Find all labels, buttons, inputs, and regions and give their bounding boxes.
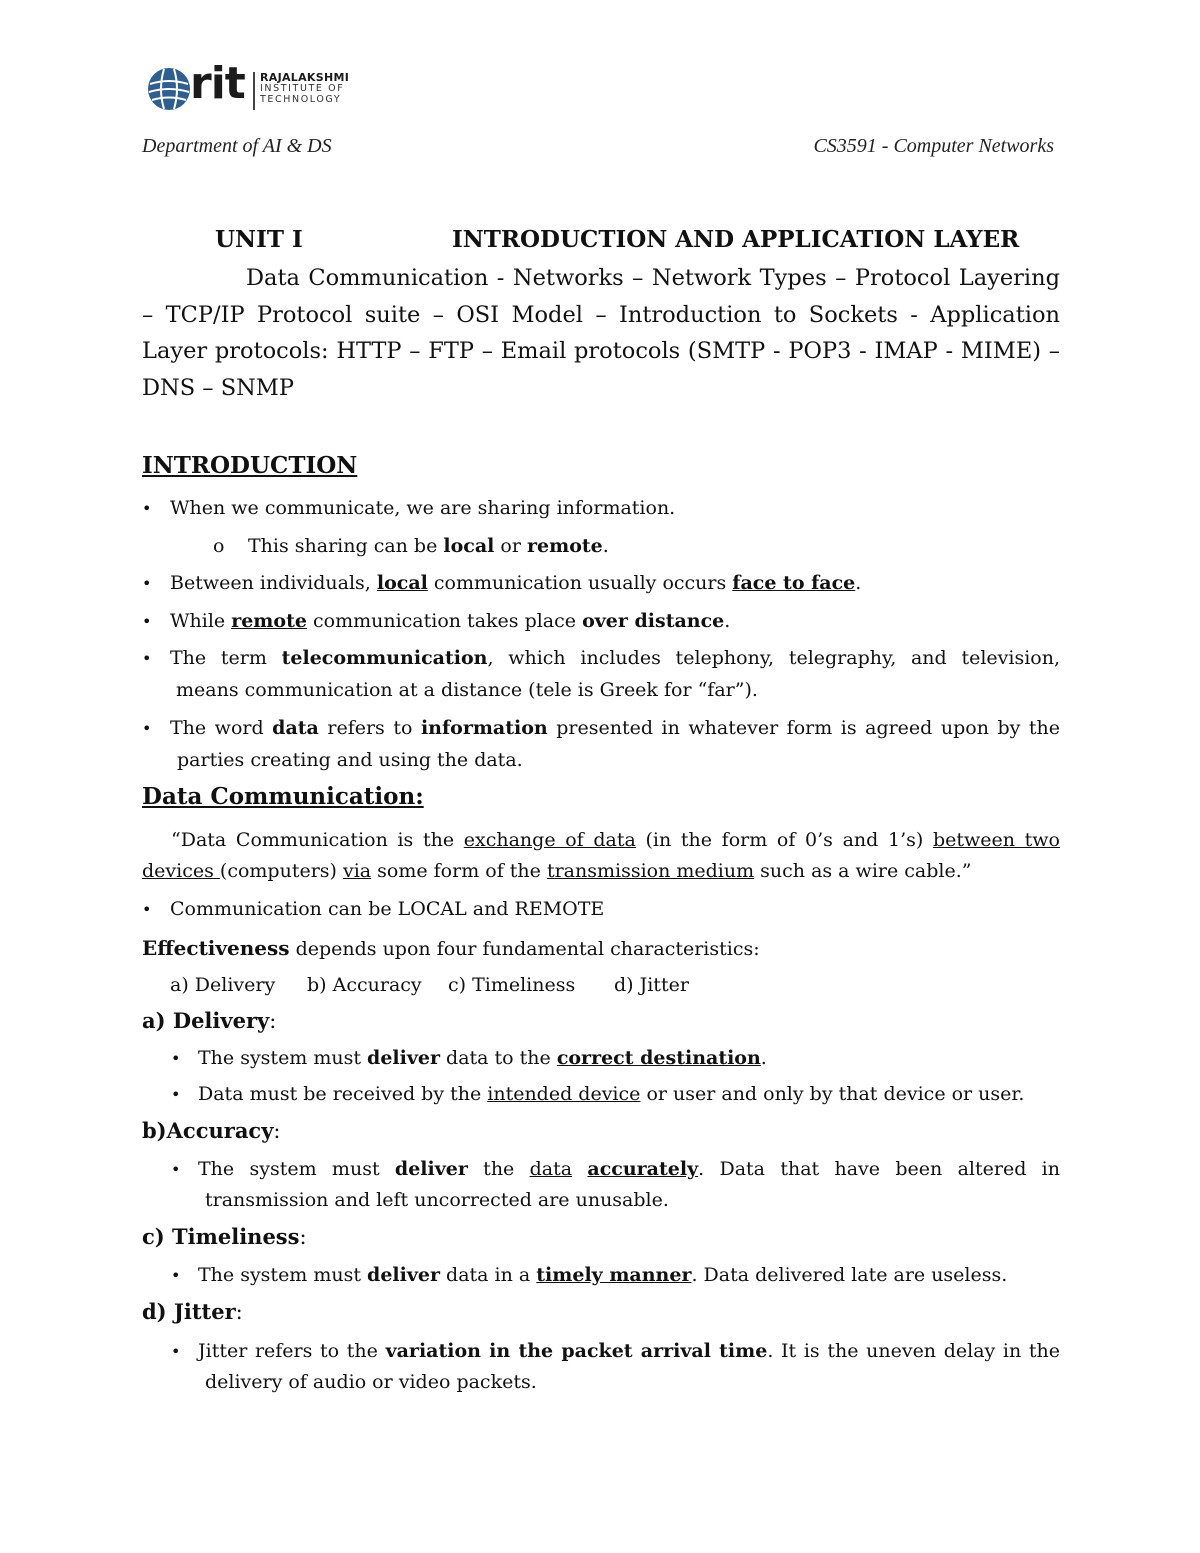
accuracy-bullet-1: The system must deliver the data accurately. Data that have been altered in xyxy=(198,1158,1060,1180)
characteristic-delivery: a) Delivery xyxy=(170,974,276,996)
local-remote-bullet: Communication can be LOCAL and REMOTE xyxy=(170,898,605,920)
bullet-icon: • xyxy=(142,612,152,631)
globe-icon xyxy=(146,66,192,112)
institute-logo xyxy=(146,58,356,114)
introduction-heading: INTRODUCTION xyxy=(142,452,358,479)
delivery-bullet-2: Data must be received by the intended device or user and only by that device or user. xyxy=(198,1083,1025,1105)
bullet-icon: • xyxy=(171,1266,181,1285)
department-header: Department of AI & DS xyxy=(142,135,332,157)
intro-bullet-1: When we communicate, we are sharing information. xyxy=(170,497,676,519)
delivery-heading: a) Delivery: xyxy=(142,1008,277,1033)
unit-label: UNIT I xyxy=(215,226,303,253)
bullet-icon: • xyxy=(171,1085,181,1104)
logo-line1: RAJALAKSHMI xyxy=(260,71,350,84)
jitter-bullet-1-line2: delivery of audio or video packets. xyxy=(205,1371,537,1393)
logo-divider xyxy=(253,72,255,110)
characteristic-jitter: d) Jitter xyxy=(614,974,689,996)
intro-bullet-3: While remote communication takes place over distance. xyxy=(170,610,731,632)
bullet-icon: • xyxy=(142,574,152,593)
intro-bullet-4: The term telecommunication, which includes telephony, telegraphy, and television, xyxy=(170,647,1060,669)
bullet-icon: • xyxy=(171,1342,181,1361)
intro-bullet-2: Between individuals, local communication usually occurs face to face. xyxy=(170,572,862,594)
bullet-icon: • xyxy=(142,900,152,919)
data-comm-definition-line2: devices (computers) via some form of the transmission medium such as a wire cable.” xyxy=(142,860,972,882)
jitter-bullet-1: Jitter refers to the variation in the packet arrival time. It is the uneven delay in the xyxy=(198,1340,1061,1362)
bullet-icon: • xyxy=(142,649,152,668)
intro-bullet-5-line2: parties creating and using the data. xyxy=(177,749,523,771)
timeliness-bullet-1: The system must deliver data in a timely manner. Data delivered late are useless. xyxy=(198,1264,1008,1286)
intro-bullet-5: The word data refers to information presented in whatever form is agreed upon by the xyxy=(170,717,1060,739)
unit-syllabus: Data Communication - Networks – Network Types – Protocol Layering – TCP/IP Protocol suite – OSI Model – Introduction to Sockets - Application Layer protocols: HTTP – FTP – Email protocols (SMTP - POP3 - IMAP - MIME) – DNS – SNMP xyxy=(142,265,1060,401)
effectiveness-line: Effectiveness depends upon four fundamental characteristics: xyxy=(142,936,760,960)
unit-title: INTRODUCTION AND APPLICATION LAYER xyxy=(452,226,1020,253)
logo-institute-name xyxy=(260,72,349,105)
logo-abbr: rit xyxy=(190,58,245,109)
circle-bullet-icon: o xyxy=(213,535,225,557)
logo-line3: TECHNOLOGY xyxy=(260,94,342,105)
bullet-icon: • xyxy=(171,1160,181,1179)
data-communication-heading: Data Communication: xyxy=(142,783,424,810)
intro-bullet-4-line2: means communication at a distance (tele is Greek for “far”). xyxy=(176,679,758,701)
accuracy-heading: b)Accuracy: xyxy=(142,1118,281,1143)
characteristic-accuracy: b) Accuracy xyxy=(307,974,422,996)
accuracy-bullet-1-line2: transmission and left uncorrected are unusable. xyxy=(205,1189,669,1211)
bullet-icon: • xyxy=(171,1049,181,1068)
data-comm-definition-line1: “Data Communication is the exchange of data (in the form of 0’s and 1’s) between two xyxy=(171,829,1060,851)
bullet-icon: • xyxy=(142,719,152,738)
timeliness-heading: c) Timeliness: xyxy=(142,1224,307,1249)
jitter-heading: d) Jitter: xyxy=(142,1299,243,1324)
course-header: CS3591 - Computer Networks xyxy=(813,135,1054,157)
delivery-bullet-1: The system must deliver data to the correct destination. xyxy=(198,1047,767,1069)
logo-line2: INSTITUTE OF xyxy=(260,83,345,94)
intro-sub-bullet: This sharing can be local or remote. xyxy=(248,535,609,557)
characteristic-timeliness: c) Timeliness xyxy=(448,974,576,996)
bullet-icon: • xyxy=(142,499,152,518)
